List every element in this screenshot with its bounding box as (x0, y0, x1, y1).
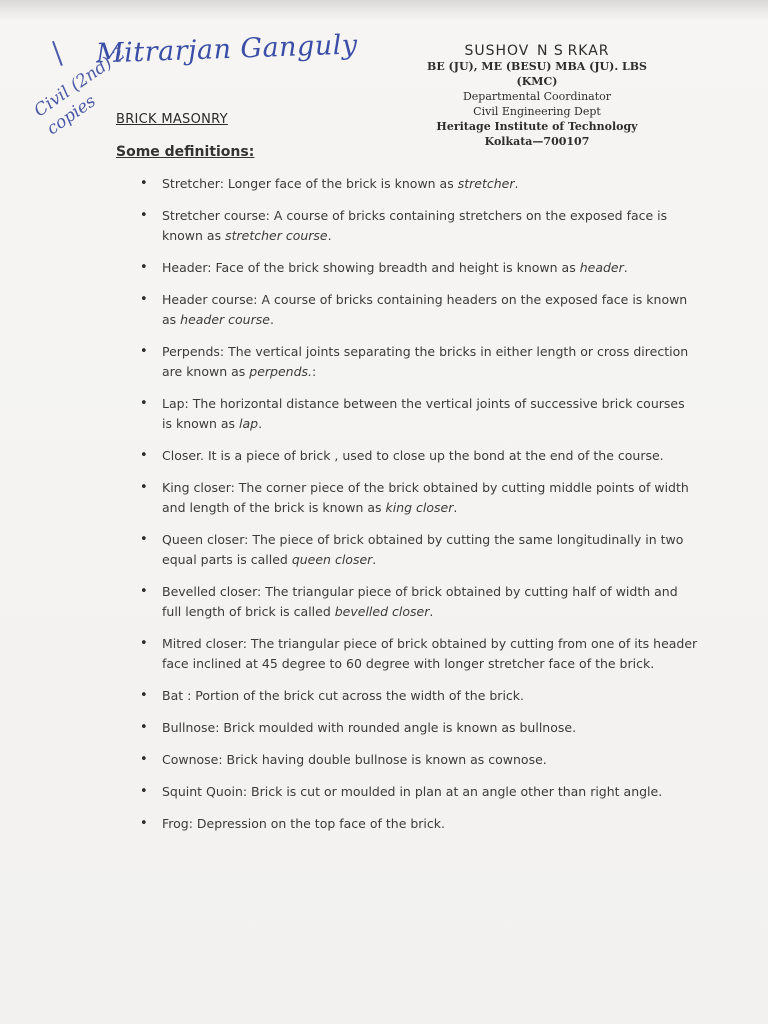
definition-text: Lap: The horizontal distance between the vertical joints of successive brick courses is known as (162, 396, 685, 431)
definition-tail: . (453, 500, 458, 515)
bullet-icon: • (140, 396, 148, 411)
stamp-degrees: BE (JU), ME (BESU) MBA (JU). LBS (KMC) (427, 60, 647, 88)
stamp-designation: Departmental Coordinator (462, 90, 612, 103)
definition-item (138, 478, 698, 518)
stamp-department: Civil Engineering Dept (473, 105, 601, 118)
definition-term: stretcher (457, 176, 515, 191)
document-title: BRICK MASONRY (116, 112, 228, 127)
bullet-icon: • (140, 784, 148, 799)
definition-item (138, 814, 698, 834)
definition-text: Stretcher: Longer face of the brick is known as (162, 176, 458, 191)
bullet-icon: • (140, 688, 148, 703)
bullet-icon: • (140, 752, 148, 767)
definition-item (138, 394, 698, 434)
definition-text: Queen closer: The piece of brick obtained by cutting the same longitudinally in two equal parts is called (162, 532, 684, 567)
stamp-city: Kolkata—700107 (484, 135, 590, 148)
definition-text: Frog: Depression on the top face of the brick. (162, 816, 445, 831)
stamp-name: SUSHOV N S RKAR (464, 43, 610, 59)
definition-item (138, 718, 698, 738)
scan-edge-shadow (0, 0, 768, 22)
bullet-icon: • (140, 532, 148, 547)
definition-tail: . (514, 176, 519, 191)
bullet-icon: • (140, 584, 148, 599)
definition-text: Stretcher course: A course of bricks containing stretchers on the exposed face is known as (162, 208, 668, 243)
definition-text: Closer. It is a piece of brick , used to close up the bond at the end of the course. (162, 448, 664, 463)
definition-text: Bat : Portion of the brick cut across the width of the brick. (162, 688, 524, 703)
definition-item (138, 782, 698, 802)
definition-term: bevelled closer (334, 604, 430, 619)
definition-term: header (579, 260, 624, 275)
bullet-icon: • (140, 720, 148, 735)
bullet-icon: • (140, 448, 148, 463)
definition-item (138, 582, 698, 622)
definition-tail: . (429, 604, 434, 619)
definition-tail: . (269, 312, 274, 327)
definition-term: queen closer (291, 552, 373, 567)
definition-term: stretcher course (225, 228, 328, 243)
bullet-icon: • (140, 208, 148, 223)
definition-text: Header: Face of the brick showing breadth and height is known as (162, 260, 580, 275)
bullet-icon: • (140, 480, 148, 495)
handwritten-side-note: Civil (2nd) 2 copies (30, 43, 130, 140)
definitions-list (138, 174, 698, 846)
definition-item (138, 446, 698, 466)
definition-item (138, 258, 698, 278)
definition-term: perpends. (249, 364, 312, 379)
bullet-icon: • (140, 344, 148, 359)
definition-text: Squint Quoin: Brick is cut or moulded in plan at an angle other than right angle. (162, 784, 663, 799)
definition-text: Header course: A course of bricks containing headers on the exposed face is known as (162, 292, 688, 327)
bullet-icon: • (140, 292, 148, 307)
definition-tail: . (372, 552, 377, 567)
definition-text: King closer: The corner piece of the brick obtained by cutting middle points of width and length of the brick is known as (162, 480, 689, 515)
bullet-icon: • (140, 636, 148, 651)
bullet-icon: • (140, 176, 148, 191)
definition-text: Bevelled closer: The triangular piece of brick obtained by cutting half of width and full length of brick is called (162, 584, 678, 619)
definition-term: king closer (385, 500, 454, 515)
definition-item (138, 342, 698, 382)
definition-text: Cownose: Brick having double bullnose is known as cownose. (162, 752, 547, 767)
definition-term: header course (180, 312, 270, 327)
definition-item (138, 634, 698, 674)
definition-item (138, 686, 698, 706)
handwritten-name: Mitrarjan Ganguly (95, 29, 359, 70)
definition-item (138, 750, 698, 770)
definition-item (138, 290, 698, 330)
author-stamp (412, 44, 662, 149)
definition-term: lap (239, 416, 259, 431)
definition-text: Perpends: The vertical joints separating the bricks in either length or cross direction are known as (162, 344, 689, 379)
stamp-institute: Heritage Institute of Technology (436, 120, 638, 133)
bullet-icon: • (140, 816, 148, 831)
definition-text: Bullnose: Brick moulded with rounded angle is known as bullnose. (162, 720, 577, 735)
handwritten-tick-mark (52, 36, 76, 66)
definition-tail: . (623, 260, 628, 275)
bullet-icon: • (140, 260, 148, 275)
definition-text: Mitred closer: The triangular piece of brick obtained by cutting from one of its header face inclined at 45 degree to 60 degree with longer stretcher face of the brick. (162, 636, 698, 671)
definition-item (138, 206, 698, 246)
definition-tail: . (258, 416, 263, 431)
definition-item (138, 174, 698, 194)
section-subtitle: Some definitions: (116, 144, 255, 160)
definition-tail: : (312, 364, 317, 379)
definition-item (138, 530, 698, 570)
definition-tail: . (327, 228, 332, 243)
